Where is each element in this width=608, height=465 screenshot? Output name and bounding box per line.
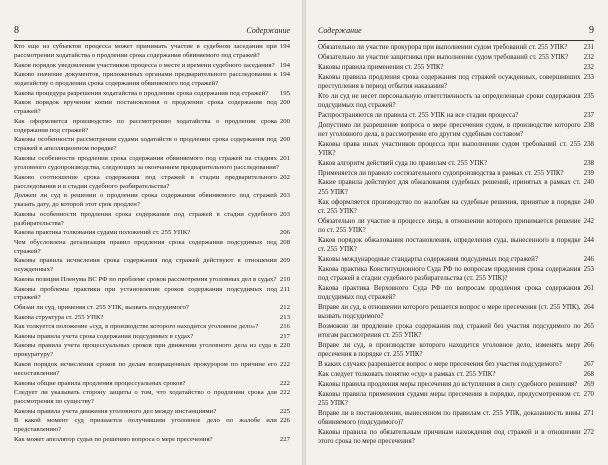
- toc-entry: [318, 428, 594, 447]
- toc-entry: [14, 286, 290, 304]
- toc-entry-title: Какова практика Верховного Суда РФ по вопросам продления срока содержания подсудимых под стражей?: [318, 283, 581, 301]
- toc-entry-title: Как следует толковать понятие «суд» в рамках ст. 255 УПК?: [318, 369, 496, 378]
- toc-entry-title: В каких случаях разрешается вопрос о мере пресечения без участия подсудимого?: [318, 360, 562, 369]
- toc-entry: [14, 436, 290, 445]
- toc-entry-title: Вправе ли суд, в отношении которого решается вопрос о мере пресечения (ст. 255 УПК), вызвать подсудимого?: [318, 302, 581, 321]
- toc-entry: [318, 43, 594, 52]
- toc-entry-page: 267: [581, 360, 594, 369]
- toc-entry-title: Каков порядок вручения копии постановления о продлении срока содержания под стражей?: [14, 99, 277, 116]
- toc-entry-title: В какой момент суд признается получившим уголовное дело по жалобе или представлению?: [14, 417, 277, 434]
- toc-entry-page: 213: [277, 314, 290, 323]
- toc-entry-page: 210: [277, 276, 290, 285]
- toc-entry-title: Распространяются ли правила ст. 255 УПК на все стадии процесса?: [318, 110, 519, 119]
- toc-entry-title: Каковы особенности продления срока содержания обвиняемого под стражей на стадиях уголовного судопроизводства, следующих за окончанием предварительного расследования?: [14, 154, 279, 171]
- toc-entry-title: Вправе ли суд, в производстве которого находится уголовное дело, изменять меру пресечения в порядке ст. 255 УПК?: [318, 341, 581, 359]
- toc-entry-page: 266: [581, 341, 594, 350]
- toc-entry: [14, 276, 290, 285]
- toc-entry: [318, 178, 594, 197]
- toc-entry-page: 264: [581, 303, 594, 312]
- toc-entry-title: Применяется ли правило состязательного судопроизводства в рамках ст. 255 УПК?: [318, 168, 564, 177]
- toc-entry-title: Должен ли суд в решении о продлении срока содержания обвиняемого под стражей указать дату, до которой этот срок продлен?: [14, 192, 277, 209]
- toc-entry-page: 269: [581, 380, 594, 389]
- toc-entry: [14, 239, 290, 257]
- left-page-header: [14, 26, 290, 37]
- toc-entry-title: Каковы правила учета срока содержания подсудимых в судах?: [14, 332, 194, 340]
- toc-entry-page: 194: [277, 43, 290, 52]
- toc-entry: [318, 380, 594, 389]
- toc-entry-page: 222: [277, 380, 290, 389]
- toc-entry-page: 265: [581, 322, 594, 331]
- toc-entry-page: 244: [581, 236, 594, 245]
- toc-entry-page: 209: [277, 257, 290, 266]
- toc-entry: [14, 136, 290, 154]
- toc-entry-page: 270: [581, 390, 594, 399]
- toc-entry: [14, 43, 290, 61]
- toc-entry: [14, 71, 290, 89]
- toc-entry-page: 208: [277, 239, 290, 248]
- toc-entry: [14, 257, 290, 275]
- toc-entry-page: 200: [277, 136, 290, 145]
- toc-entry-page: 272: [581, 428, 594, 437]
- toc-entry: [14, 118, 290, 136]
- toc-entry-page: 212: [277, 304, 290, 313]
- toc-entry-page: 235: [581, 92, 594, 101]
- toc-entry: [318, 360, 594, 369]
- toc-entry-title: Обязан ли суд, применяя ст. 255 УПК, вызвать подсудимого?: [14, 304, 189, 312]
- toc-entry: [318, 217, 594, 236]
- toc-entry: [14, 314, 290, 323]
- toc-entry-page: 201: [277, 155, 290, 164]
- toc-entry-page: 216: [277, 323, 290, 332]
- right-page-number: 9: [589, 25, 594, 36]
- toc-entry-title: Каковы международные стандарты содержания подсудимых под стражей?: [318, 254, 538, 263]
- toc-entry: [318, 198, 594, 217]
- left-toc-list: [14, 43, 290, 455]
- toc-entry-title: Каковы особенности продления срока содержания под стражей в стадии судебного разбирательства?: [14, 210, 277, 227]
- toc-entry: [14, 342, 290, 360]
- toc-entry-page: 203: [277, 192, 290, 201]
- toc-entry-title: Каков порядок уведомления участников процесса о месте и времени судебного заседания?: [14, 61, 275, 69]
- toc-entry-title: Чем обусловлена детализация правил продления срока содержания подсудимых под стражей?: [14, 238, 277, 255]
- toc-entry: [318, 265, 594, 284]
- toc-entry-page: 268: [581, 370, 594, 379]
- toc-entry-title: Каковы правила учета процессуальных сроков при движении уголовного дела из суда в прокуратуру?: [14, 342, 277, 359]
- right-header-rule: [318, 40, 594, 41]
- toc-entry: [14, 211, 290, 229]
- toc-entry-title: Возможно ли продление срока содержания под стражей без участия подсудимого по итогам рассмотрения ст. 255 УПК?: [318, 321, 581, 340]
- toc-entry: [318, 370, 594, 379]
- toc-entry-title: Каковы правила применения ст. 255 УПК?: [318, 62, 444, 71]
- toc-entry: [14, 323, 290, 332]
- toc-entry: [14, 62, 290, 71]
- toc-entry: [14, 229, 290, 238]
- toc-entry: [318, 73, 594, 92]
- toc-entry-page: 202: [277, 174, 290, 183]
- toc-entry: [318, 255, 594, 264]
- right-running-title: Содержание: [318, 26, 362, 35]
- toc-entry-page: 238: [581, 140, 594, 149]
- left-page: [0, 0, 302, 465]
- toc-entry-title: Обязательно ли участие прокурора при выполнении судом требований ст. 255 УПК?: [318, 43, 568, 51]
- toc-entry: [14, 408, 290, 417]
- toc-entry: [14, 389, 290, 407]
- toc-entry-title: Какие правила действуют для обжалования судебных решений, принятых в рамках ст. 255 УПК?: [318, 178, 581, 196]
- toc-entry-page: 195: [277, 90, 290, 99]
- toc-entry-title: Какова процедура разрешения ходатайства о продлении срока содержания под стражей?: [14, 89, 269, 97]
- toc-entry-title: Каковы правила учета движения уголовного дел между инстанциями?: [14, 407, 217, 415]
- toc-entry-title: Каков алгоритм действий суда по правилам ст. 255 УПК?: [318, 158, 488, 167]
- toc-entry-page: 246: [581, 255, 594, 264]
- toc-entry-title: Какова практика толкования судами положений ст. 255 УПК?: [14, 229, 191, 237]
- toc-entry-page: 203: [277, 211, 290, 220]
- toc-entry: [318, 169, 594, 178]
- toc-entry-page: 227: [277, 436, 290, 445]
- toc-entry-title: Какова позиция Пленума ВС РФ по проблеме сроков рассмотрения уголовных дел в судах?: [14, 275, 277, 283]
- toc-entry: [318, 140, 594, 159]
- toc-entry-page: 238: [581, 121, 594, 130]
- toc-entry: [318, 53, 594, 62]
- toc-entry-page: 242: [581, 217, 594, 226]
- toc-entry-title: Каково соотношение срока содержания под стражей в стадии предварительного расследования и в стадии судебного разбирательства?: [14, 173, 277, 190]
- toc-entry-title: Каковы проблемы практики при установлении сроков содержания подсудимых под стражей?: [14, 285, 278, 302]
- toc-entry-page: 220: [277, 342, 290, 351]
- toc-entry-page: 240: [581, 198, 594, 207]
- toc-entry-title: Как толкуется положение «суд, в производстве которого находится уголовное дело»?: [14, 323, 259, 331]
- toc-entry-title: Как может апеллятор судьи по решению вопроса о мере пресечения?: [14, 435, 213, 443]
- toc-entry-title: Каковы особенности рассмотрения судами ходатайств о продлении срока содержания под стражей в апелляционном порядке?: [14, 136, 277, 153]
- toc-entry: [318, 390, 594, 409]
- toc-entry-title: Обязательно ли участие защитника при выполнении судом требований ст. 255 УПК?: [318, 52, 569, 61]
- toc-entry: [318, 322, 594, 341]
- toc-entry: [318, 341, 594, 360]
- left-page-number: 8: [14, 25, 19, 36]
- toc-entry-page: 222: [277, 389, 290, 398]
- right-page: [306, 0, 608, 465]
- toc-entry: [14, 333, 290, 342]
- left-running-title: Содержание: [246, 26, 290, 35]
- toc-entry-page: 225: [277, 408, 290, 417]
- toc-entry-page: 239: [581, 169, 594, 178]
- toc-entry-title: Следует ли указывать сторону защиты о том, что ходатайство о продлении срока для рассмотрения по существу?: [14, 389, 277, 406]
- toc-entry-title: Какова структура ст. 255 УПК?: [14, 313, 104, 321]
- toc-entry: [318, 236, 594, 255]
- toc-entry: [318, 284, 594, 303]
- toc-entry-title: Каковы общие правила продления процессуальных сроков?: [14, 379, 186, 387]
- toc-entry: [14, 361, 290, 379]
- toc-entry-title: Кто еще из субъектов процесса может принимать участие в судебном заседании при рассмотрении ходатайства о продлении срока содержания обвиняемого под стражей?: [14, 43, 277, 59]
- toc-entry-page: 217: [277, 333, 290, 342]
- toc-entry-page: 253: [581, 265, 594, 274]
- toc-entry: [318, 111, 594, 120]
- toc-entry-title: Кто ли суд не несет персональную ответственность за определенные сроки содержания подсудимых под стражей?: [318, 91, 581, 109]
- toc-entry-page: 194: [277, 71, 290, 80]
- toc-entry: [14, 99, 290, 117]
- toc-entry-page: 261: [581, 284, 594, 293]
- toc-entry-page: 211: [277, 286, 290, 295]
- toc-entry-page: 238: [581, 159, 594, 168]
- toc-entry-page: 237: [581, 111, 594, 120]
- toc-entry-title: Каков порядок обжалования постановления, определения суда, вынесенного в порядке ст. 255 УПК?: [318, 235, 581, 253]
- toc-entry: [14, 155, 290, 173]
- toc-entry-title: Каковы права иных участников процесса при выполнении судом требований ст. 255 УПК?: [318, 139, 581, 157]
- toc-entry: [14, 90, 290, 99]
- toc-entry-page: 271: [581, 409, 594, 418]
- toc-entry-page: 194: [277, 62, 290, 71]
- toc-entry-page: 206: [277, 229, 290, 238]
- toc-entry-title: Каковы правила по обязательным причинам нахождения под стражей и в отношении этого срока по мере пресечения?: [318, 427, 581, 446]
- toc-entry-title: Как оформляется производство по жалобам на судебные решения, принятые в порядке ст. 255 УПК?: [318, 197, 581, 215]
- toc-entry-title: Каков порядок исчисления сроков по делам возвращенных прокурором по причине его несоставления?: [14, 360, 277, 377]
- toc-entry-title: Каковы правила применения судами меры пресечения в порядке, предусмотренном ст. 255 УПК?: [318, 389, 581, 407]
- toc-entry-page: 233: [581, 73, 594, 82]
- toc-entry-title: Как оформляется производство по рассмотрению ходатайства о продлении срока содержания под стражей?: [14, 117, 277, 134]
- toc-entry-title: Вправе ли в постановлении, вынесенном по правилам ст. 255 УПК, доказанность вины обвиняемого (подсудимого)?: [318, 408, 581, 426]
- right-toc-list: [318, 43, 594, 455]
- toc-entry: [318, 92, 594, 111]
- toc-entry-page: 231: [581, 43, 594, 52]
- toc-entry: [14, 380, 290, 389]
- toc-entry-title: Каково значение документов, приложенных органами предварительного расследования к ходатайству о продлении срока содержания обвиняемого под стражей?: [14, 71, 277, 88]
- toc-entry-title: Допустимо ли разрешение вопроса о мере пресечения судом, в производстве которого нет уголовного дела, в рассмотрение его другим судебным составом?: [318, 120, 581, 138]
- toc-entry: [318, 63, 594, 72]
- toc-entry: [318, 303, 594, 322]
- toc-entry-title: Каковы правила исчисления срока содержания под стражей действуют в отношении осужденных?: [14, 257, 277, 274]
- right-page-header: [318, 26, 594, 37]
- toc-entry: [318, 159, 594, 168]
- toc-entry-page: 200: [277, 118, 290, 127]
- toc-entry-title: Каковы правила продления меры пресечения до вступления в силу судебного решения?: [318, 379, 578, 388]
- left-header-rule: [14, 40, 290, 41]
- toc-entry-page: 232: [581, 53, 594, 62]
- toc-entry: [14, 417, 290, 435]
- toc-entry-page: 240: [581, 178, 594, 187]
- toc-entry: [14, 192, 290, 210]
- toc-entry: [318, 409, 594, 428]
- toc-entry-title: Каковы правила продления срока содержания под стражей осужденных, совершивших преступления в период отбытия наказания?: [318, 72, 581, 90]
- toc-entry-page: 226: [277, 417, 290, 426]
- toc-entry: [14, 304, 290, 313]
- toc-entry: [318, 121, 594, 140]
- toc-entry-title: Обязательно ли участие в процессе лица, в отношении которого принимается решение по ст. 255 УПК?: [318, 216, 581, 234]
- toc-entry-page: 232: [581, 63, 594, 72]
- toc-entry: [14, 174, 290, 192]
- toc-entry-page: 222: [277, 361, 290, 370]
- toc-entry-page: 200: [277, 99, 290, 108]
- toc-entry-title: Какова практика Конституционного Суда РФ по вопросам продления срока содержания под стражей в стадии судебного разбирательства (ст. 255 УПК)?: [318, 264, 581, 282]
